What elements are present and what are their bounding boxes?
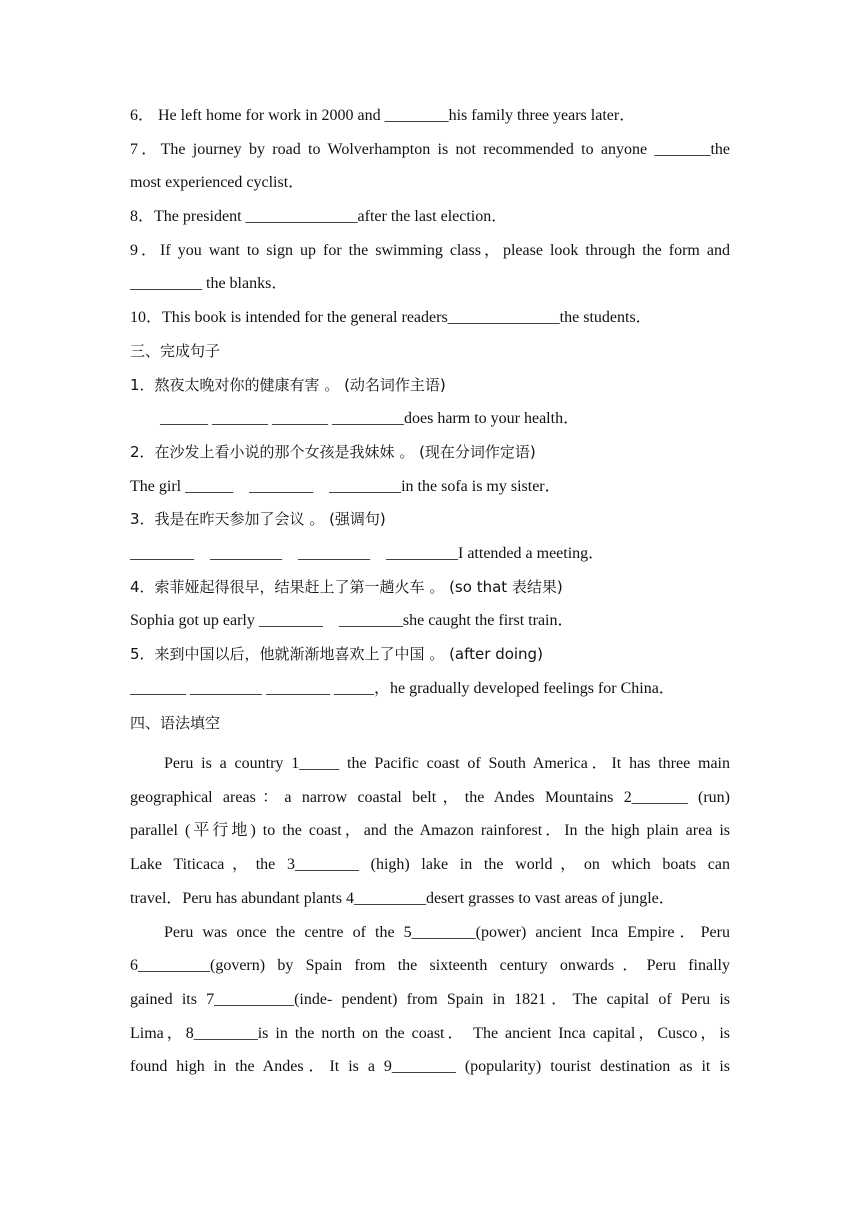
sentence-5-answer: _______ _________ ________ _____，he gradually developed feelings for China． [130,679,675,697]
passage-line: gained its 7__________(inde- pendent) from Spain in 1821．The capital of Peru is [130,990,731,1008]
sentence-2-prompt: 2．在沙发上看小说的那个女孩是我妹妹 。 (现在分词作定语) [130,442,536,461]
sentence-4-prompt: 4．索菲娅起得很早，结果赶上了第一趟火车 。 (so that 表结果) [130,577,563,596]
sentence-4-answer: Sophia got up early ________ ________she caught the first train． [130,612,574,630]
passage-line: Peru was once the centre of the 5________(power) ancient Inca Empire．Peru [164,923,730,941]
passage-paragraph-1 [130,747,730,915]
passage-line: Lima，8________is in the north on the coast． The ancient Inca capital，Cusco，is [130,1024,730,1042]
passage-line: geographical areas：a narrow coastal belt，the Andes Mountains 2_______ (run) [130,788,730,806]
question-10: 10．This book is intended for the general readers______________the students． [130,309,652,327]
passage-line: Lake Titicaca，the 3________ (high) lake in the world，on which boats can [130,856,730,874]
question-9-line-1: 9．If you want to sign up for the swimming class，please look through the form and [130,241,731,259]
section-heading-complete-sentences: 三、完成句子 [130,341,221,360]
question-7-line-1: 7．The journey by road to Wolverhampton is not recommended to anyone _______the [130,140,730,158]
sentence-1-answer: ______ _______ _______ _________does harm to your health． [160,410,580,428]
question-6: 6． He left home for work in 2000 and ________his family three years later． [130,107,636,124]
passage-line: Peru is a country 1_____ the Pacific coast of South America．It has three main [164,755,730,773]
passage-line: travel．Peru has abundant plants 4_________desert grasses to vast areas of jungle． [130,889,675,907]
sentence-3-answer: ________ _________ _________ _________I attended a meeting． [130,544,605,562]
passage-line: 6_________(govern) by Spain from the sixteenth century onwards．Peru finally [130,957,730,975]
sentence-5-prompt: 5．来到中国以后，他就渐渐地喜欢上了中国 。 (after doing) [130,645,543,663]
passage-paragraph-2 [130,916,730,1084]
passage-line: parallel (平行地) to the coast，and the Amazon rainforest．In the high plain area is [130,822,730,840]
sentence-3-prompt: 3．我是在昨天参加了会议 。 (强调句) [130,510,386,529]
passage-line: found high in the Andes．It is a 9________ (popularity) tourist destination as it is [130,1058,730,1076]
section-heading-grammar-fill: 四、语法填空 [130,714,221,733]
question-9-line-2: _________ the blanks． [130,275,288,293]
sentence-2-answer: The girl ______ ________ _________in the sofa is my sister． [130,477,561,495]
question-8: 8．The president ______________after the last election． [130,208,508,226]
question-7-line-2: most experienced cyclist． [130,174,305,192]
worksheet-page [130,99,730,1084]
sentence-1-prompt: 1．熬夜太晚对你的健康有害 。 (动名词作主语) [130,375,446,394]
